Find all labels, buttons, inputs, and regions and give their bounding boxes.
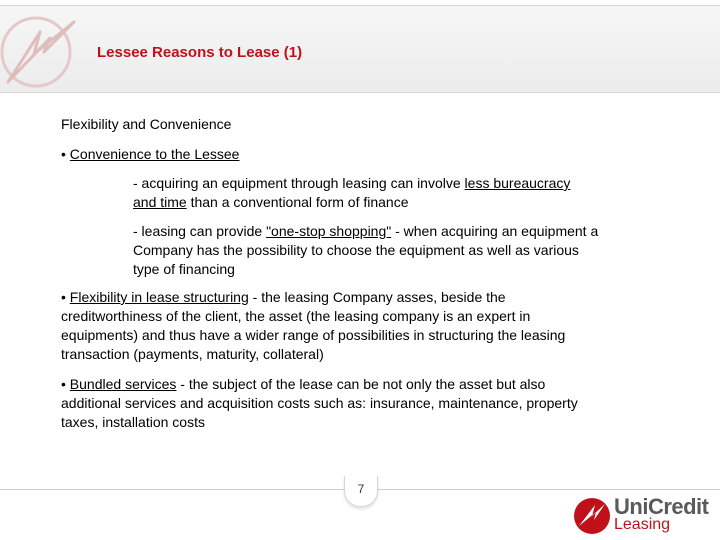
text-line: equipments) and thus have a wider range of possibilities in structuring the leasing: [61, 327, 566, 343]
bullet-bundled-services: [61, 375, 681, 432]
header-band: [0, 5, 720, 93]
bullet-marker: •: [61, 146, 70, 162]
text-line: transaction (payments, maturity, collateral): [61, 346, 324, 362]
text-line: taxes, installation costs: [61, 414, 205, 430]
text-run: - when acquiring an equipment a: [391, 223, 599, 239]
bullet-convenience: [61, 145, 239, 164]
bullet-flexibility: [61, 288, 681, 364]
unicredit-arrow-outline-icon: [0, 12, 80, 92]
sub-point-bureaucracy: [133, 174, 673, 212]
page-number: 7: [357, 482, 365, 496]
text-run: - acquiring an equipment through leasing can involve: [133, 175, 465, 191]
underlined-text: "one-stop shopping": [266, 223, 392, 239]
text-run: - leasing can provide: [133, 223, 267, 239]
underlined-text: less bureaucracy: [464, 175, 571, 191]
text-run: - the subject of the lease can be not only the asset but also: [176, 376, 546, 392]
bullet-marker: •: [61, 376, 70, 392]
text-line: creditworthiness of the client, the asset (the leasing company is an expert in: [61, 308, 531, 324]
underlined-text: and time: [133, 194, 187, 210]
text-line: additional services and acquisition costs such as: insurance, maintenance, property: [61, 395, 578, 411]
unicredit-swoosh-icon: [572, 496, 612, 536]
text-run: - the leasing Company asses, beside the: [248, 289, 506, 305]
text-run: than a conventional form of finance: [186, 194, 409, 210]
bullet-marker: •: [61, 289, 70, 305]
text-line: type of financing: [133, 261, 235, 277]
bullet-label: Bundled services: [69, 376, 177, 392]
page-number-tab: [344, 476, 378, 507]
page-title: Lessee Reasons to Lease (1): [97, 44, 303, 61]
sub-point-one-stop: [133, 222, 681, 279]
brand-logo: [572, 494, 709, 538]
text-line: Company has the possibility to choose the equipment as well as various: [133, 242, 579, 258]
brand-sub: Leasing: [614, 516, 671, 533]
brand-name: UniCredit: [614, 494, 709, 519]
bullet-label: Flexibility in lease structuring: [69, 289, 249, 305]
bullet-label: Convenience to the Lessee: [69, 146, 240, 162]
section-heading: Flexibility and Convenience: [61, 116, 232, 132]
